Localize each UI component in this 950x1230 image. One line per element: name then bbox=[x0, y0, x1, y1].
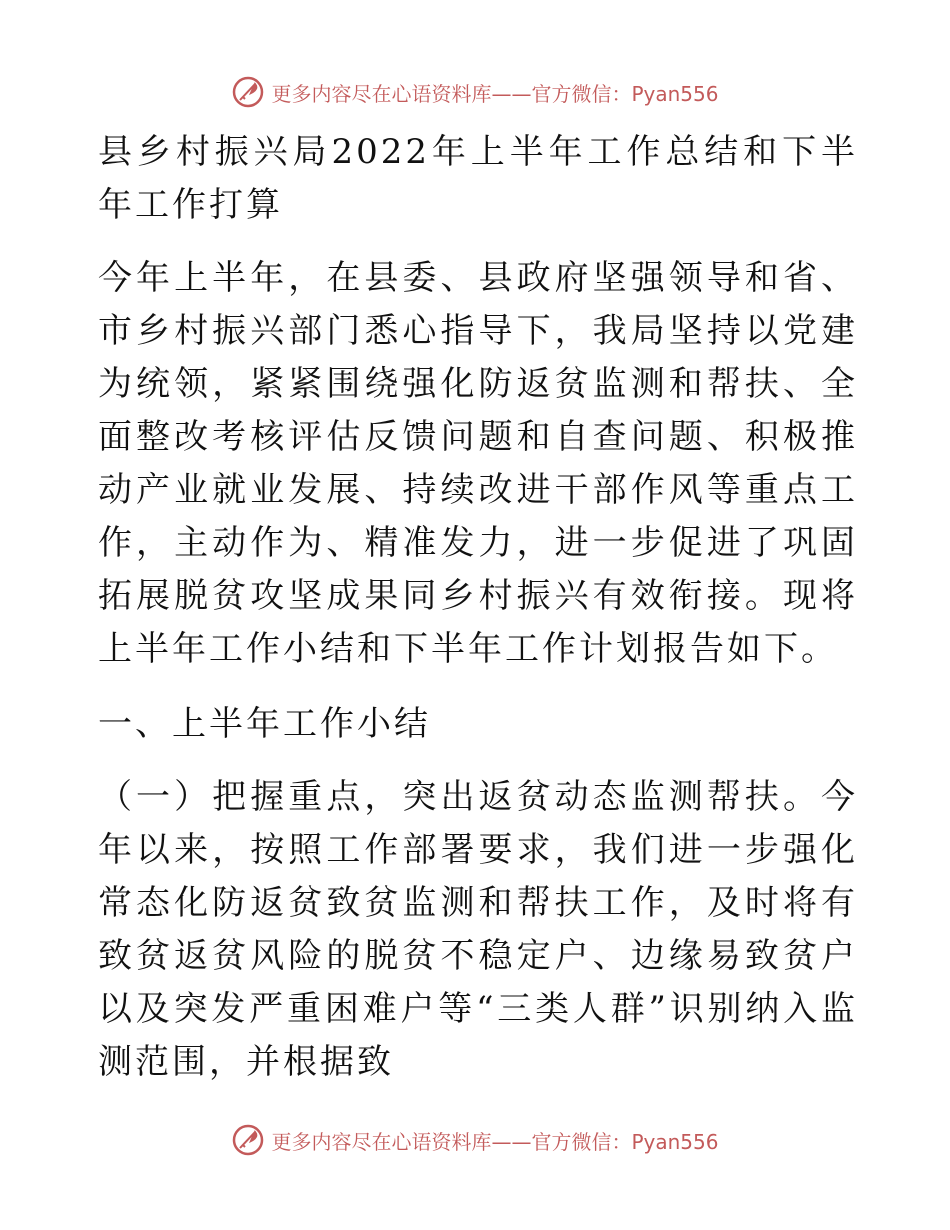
watermark-banner-bottom bbox=[0, 1120, 950, 1160]
document-title: 县乡村振兴局2022年上半年工作总结和下半年工作打算 bbox=[98, 132, 858, 225]
section-heading: 一、上半年工作小结 bbox=[98, 704, 431, 744]
watermark-banner-top bbox=[0, 72, 950, 112]
section-paragraph: （一）把握重点，突出返贫动态监测帮扶。今年以来，按照工作部署要求，我们进一步强化常态化防返贫致贫监测和帮扶工作，及时将有致贫返贫风险的脱贫不稳定户、边缘易致贫户以及突发严重困难户等“三类人群”识别纳入监测范围，并根据致 bbox=[98, 777, 858, 1082]
watermark-text: 更多内容尽在心语资料库——官方微信：Pyan556 bbox=[271, 1129, 719, 1154]
watermark-text: 更多内容尽在心语资料库——官方微信：Pyan556 bbox=[271, 81, 719, 106]
quill-logo-icon bbox=[231, 1123, 265, 1157]
document-body bbox=[98, 120, 858, 1089]
quill-logo-icon bbox=[231, 75, 265, 109]
intro-paragraph: 今年上半年，在县委、县政府坚强领导和省、市乡村振兴部门悉心指导下，我局坚持以党建为统领，紧紧围绕强化防返贫监测和帮扶、全面整改考核评估反馈问题和自查问题、积极推动产业就业发展、持续改进干部作风等重点工作，主动作为、精准发力，进一步促进了巩固拓展脱贫攻坚成果同乡村振兴有效衔接。现将上半年工作小结和下半年工作计划报告如下。 bbox=[98, 258, 858, 669]
